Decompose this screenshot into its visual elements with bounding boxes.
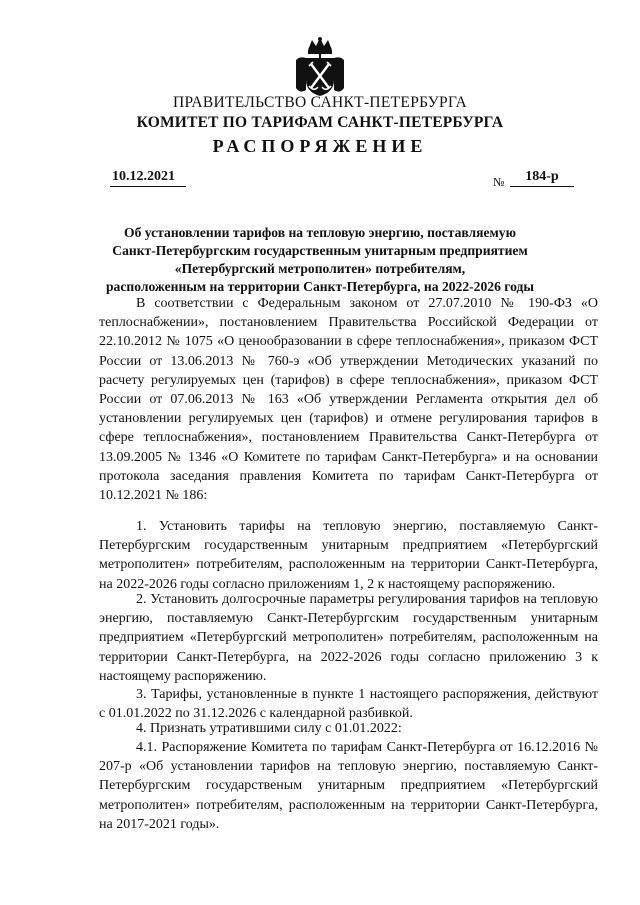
document-title [60,224,580,296]
number-label: № [493,175,505,189]
title-line: Об установлении тарифов на тепловую энергию, поставляемую [124,225,516,240]
document-date: 10.12.2021 [110,168,186,187]
clause-2: 2. Установить долгосрочные параметры регулирования тарифов на тепловую энергию, поставляемую Санкт-Петербургским государственным унитарным предприятием «Петербургский метрополитен» потребителям, расположенным на территории Санкт-Петербурга, на 2022-2026 годы согласно приложению 3 к настоящему распоряжению. [99,592,598,684]
committee-name: КОМИТЕТ ПО ТАРИФАМ САНКТ-ПЕТЕРБУРГА [136,114,504,131]
title-line: «Петербургский метрополитен» потребителям, [174,261,466,276]
clause-4-1: 4.1. Распоряжение Комитета по тарифам Санкт-Петербурга от 16.12.2016 № 207-р «Об установлении тарифов на тепловую энергию, поставляемую Санкт-Петербургским государственым унитарным предприятием «Петербургский метрополитен» потребителям, расположенным на территории Санкт-Петербурга, на 2017-2021 годы». [99,740,598,832]
clause-3: 3. Тарифы, установленные в пункте 1 настоящего распоряжения, действуют с 01.01.2022 по 31.12.2026 с календарной разбивкой. [99,687,598,722]
clause-1: 1. Установить тарифы на тепловую энергию, поставляемую Санкт-Петербургским государственным унитарным предприятием «Петербургский метрополитен» потребителям, расположенным на территории Санкт-Петербурга, на 2022-2026 годы согласно приложениям 1, 2 к настоящему распоряжению. [99,519,598,592]
document-type: РАСПОРЯЖЕНИЕ [212,136,428,156]
government-name: ПРАВИТЕЛЬСТВО САНКТ-ПЕТЕРБУРГА [172,94,468,111]
st-petersburg-coat-of-arms-icon [294,36,346,100]
document-number: 184-р [510,168,574,187]
title-line: Санкт-Петербургским государственным унитарным предприятием [112,243,528,258]
preamble-paragraph: В соответствии с Федеральным законом от 27.07.2010 № 190-ФЗ «О теплоснабжении», постановлением Правительства Российской Федерации от 22.10.2012 № 1075 «О ценообразовании в сфере теплоснабжения», приказом ФСТ России от 13.06.2013 № 760-э «Об утверждении Методических указаний по расчету регулируемых цен (тарифов) в сфере теплоснабжения», приказом ФСТ России от 07.06.2013 № 163 «Об утверждении Регламента открытия дел об установлении регулируемых цен (тарифов) и отмене регулирования тарифов в сфере теплоснабжения», постановлением Правительства Санкт-Петербурга от 13.09.2005 № 1346 «О Комитете по тарифам Санкт-Петербурга» и на основании протокола заседания правления Комитета по тарифам Санкт-Петербурга от 10.12.2021 № 186: [99,296,598,504]
title-line: расположенным на территории Санкт-Петербурга, на 2022-2026 годы [105,279,534,294]
clause-4: 4. Признать утратившими силу с 01.01.2022: [136,721,402,736]
